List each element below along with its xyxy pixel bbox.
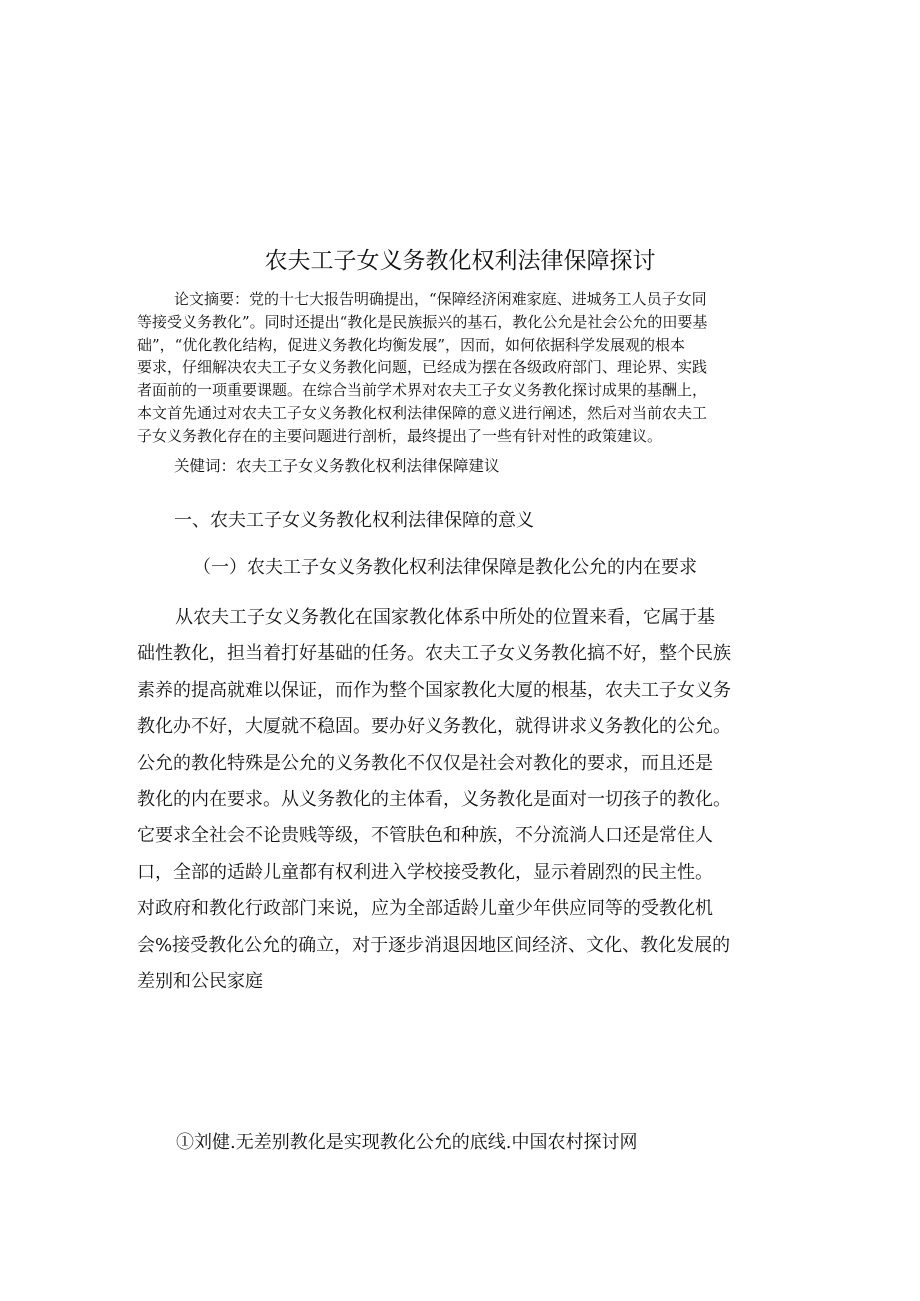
body-line: 口，全部的适龄儿童都有权利进入学校接受教化，显示着剧烈的民主性。 [137, 861, 713, 883]
abstract-line: 子女义务教化存在的主要问题进行剖析，最终提出了一些有针对性的政策建议。 [137, 426, 663, 445]
body-line: 教化的内在要求。从义务教化的主体看，义务教化是面对一切孩子的教化。 [137, 789, 731, 811]
abstract-line: 者面前的一项重要课题。在综合当前学术界对农夫工子女义务教化探讨成果的基酬上， [137, 381, 708, 400]
subsection-heading: （一）农夫工子女义务教化权利法律保障是教化公允的内在要求 [193, 557, 697, 578]
abstract-line: 等接受义务教化”。同时还提出“教化是民族振兴的基石，教化公允是社会公允的田要基 [137, 312, 708, 331]
abstract-line: 本文首先通过对农夫工子女义务教化权利法律保障的意义进行阐述，然后对当前农夫工 [137, 403, 708, 422]
body-line: 会%接受教化公允的确立，对于逐步消退因地区间经济、文化、教化发展的 [137, 934, 731, 956]
keywords: 关健词：农夫工子女义务教化权利法律保障建议 [174, 457, 500, 475]
body-line: 差别和公民家庭 [137, 971, 263, 993]
abstract-line: 论文摘要：党的十七大报告明确提出，“保障经济闲难家庭、进城务工人员子女同 [174, 290, 707, 308]
abstract-line: 要求，仔细解决农夫工子女义务教化问题，已经成为摆在各级政府部门、理论界、实践 [137, 358, 708, 377]
body-text [137, 600, 797, 1000]
document-title: 农夫工子女义务教化权利法律保障探讨 [264, 248, 656, 274]
body-line: 公允的教化特殊是公允的义务教化不仅仅是社会对教化的要求，而且还是 [137, 752, 713, 774]
abstract-line: 础”，“优化教化结构，促进义务教化均衡发展”，因而，如何依据科学发展观的根本 [137, 335, 686, 354]
body-line: 从农夫工子女义务教化在国家教化体系中所处的位置来看，它属于基 [175, 607, 715, 628]
body-line: 它要求全社会不论贵贱等级，不管肤色和种族，不分流淌人口还是常住人 [137, 825, 713, 847]
abstract [137, 288, 797, 448]
body-line: 对政府和教化行政部门来说，应为全部适龄儿童少年供应同等的受教化机 [137, 898, 713, 920]
section-heading: 一、农夫工子女义务教化权利法律保障的意义 [174, 510, 534, 531]
body-line: 础性教化，担当着打好基础的任务。农夫工子女义务教化搞不好，整个民族 [137, 643, 731, 665]
footnote: ①刘健.无差别教化是实现教化公允的底线.中国农村探讨网 [176, 1132, 638, 1153]
body-line: 素养的提高就难以保证，而作为整个国家教化大厦的根基，农夫工子女义务 [137, 679, 731, 701]
body-line: 教化办不好，大厦就不稳固。要办好义务教化，就得讲求义务教化的公允。 [137, 716, 731, 738]
